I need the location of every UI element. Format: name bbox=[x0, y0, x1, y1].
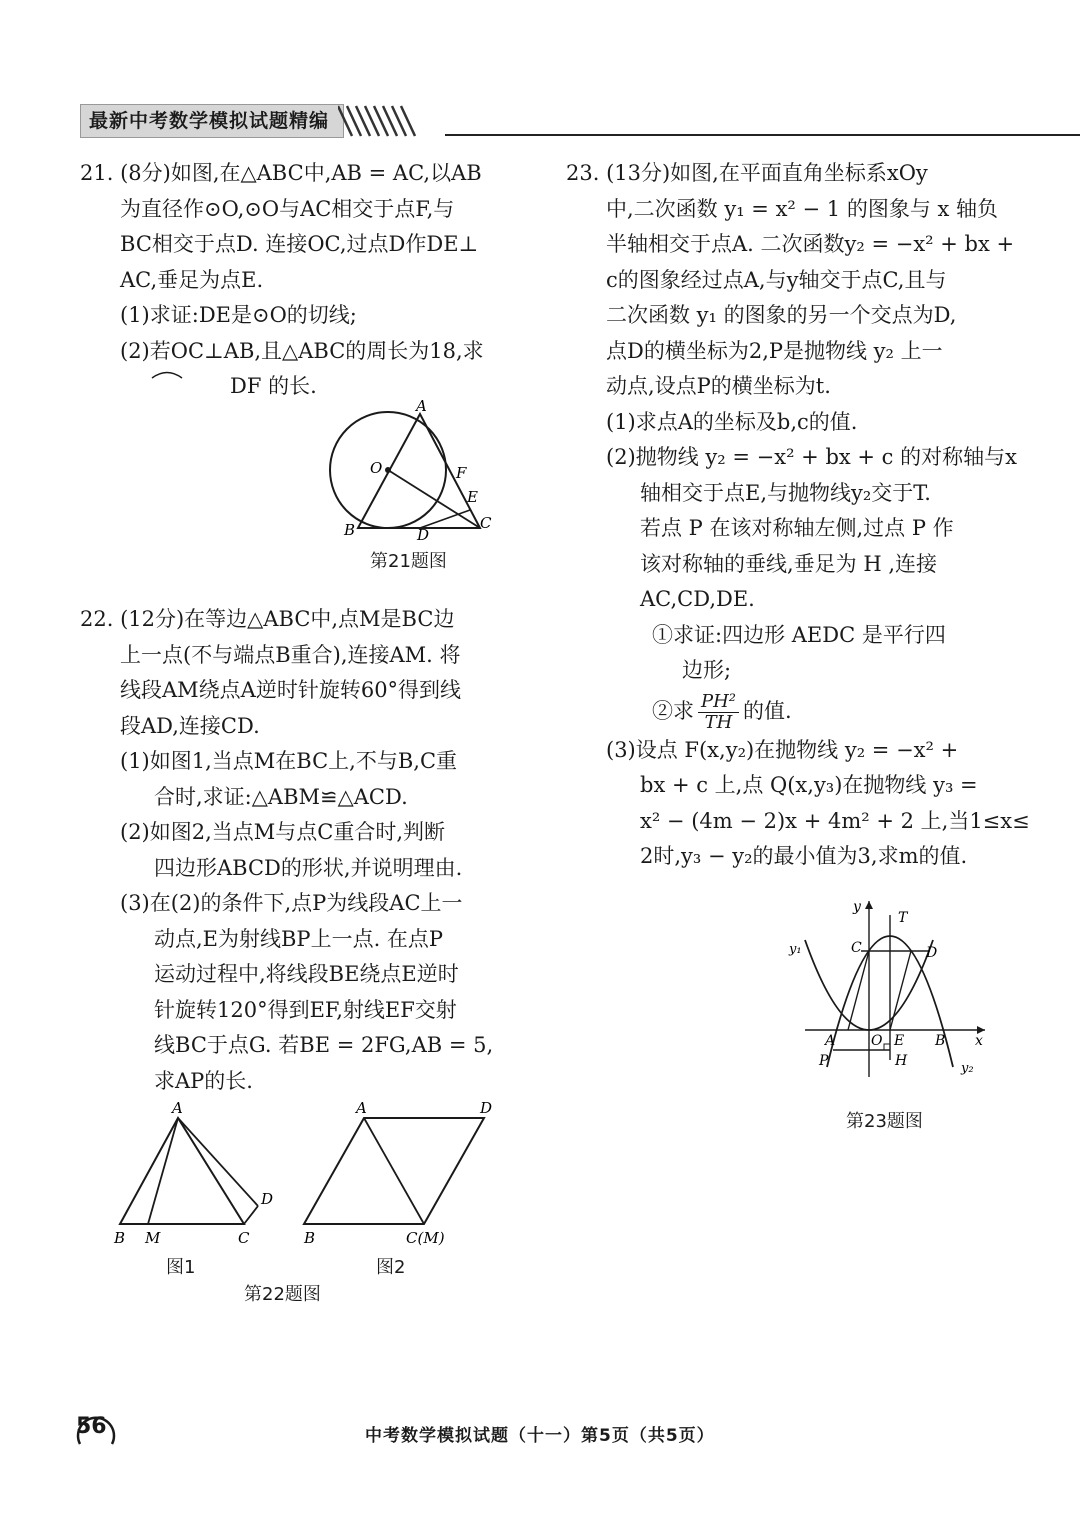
footer-text: 中考数学模拟试题（十一）第5页（共5页） bbox=[365, 1426, 715, 1446]
figure-22-1-caption: 图1 bbox=[166, 1257, 196, 1278]
q23-part: 该对称轴的垂线,垂足为 H ,连接 bbox=[640, 551, 938, 576]
q23-sub: ①求证:四边形 AEDC 是平行四 bbox=[652, 622, 946, 647]
q22-line: 上一点(不与端点B重合),连接AM. 将 bbox=[120, 642, 461, 667]
question-23 bbox=[566, 156, 1030, 875]
q21-part: DF 的长. bbox=[230, 374, 317, 398]
fig23-label: y₂ bbox=[961, 1061, 974, 1076]
header-title: 最新中考数学模拟试题精编 bbox=[80, 104, 344, 138]
q22-line: 22. (12分)在等边△ABC中,点M是BC边 bbox=[80, 607, 455, 631]
header-stripes bbox=[338, 104, 448, 138]
q21-part: (1)求证:DE是⊙O的切线; bbox=[120, 303, 357, 327]
q23-line: 点D的横坐标为2,P是抛物线 y₂ 上一 bbox=[606, 338, 943, 363]
figure-23-caption: 第23题图 bbox=[846, 1111, 923, 1132]
fig22-1-label: A bbox=[172, 1099, 183, 1117]
q21-arc-mark bbox=[150, 369, 184, 379]
fig22-1-label: M bbox=[145, 1229, 161, 1247]
q23-part: (1)求点A的坐标及b,c的值. bbox=[606, 409, 858, 434]
fig23-label: B bbox=[935, 1033, 946, 1049]
fig22-1-label: D bbox=[261, 1190, 274, 1208]
q22-part: 运动过程中,将线段BE绕点E逆时 bbox=[154, 962, 459, 986]
fraction-numerator: PH² bbox=[698, 692, 739, 713]
fig21-label: B bbox=[344, 521, 356, 539]
fig23-label: y₁ bbox=[789, 942, 802, 957]
fig23-label: D bbox=[926, 945, 938, 961]
page-number: 56 bbox=[76, 1414, 107, 1439]
header-rule bbox=[445, 134, 1080, 136]
q21-line: AC,垂足为点E. bbox=[120, 267, 264, 292]
fig22-1-label: B bbox=[114, 1229, 126, 1247]
q23-sub2-suffix: 的值. bbox=[743, 698, 792, 723]
fig23-label: T bbox=[898, 910, 908, 926]
q23-line: 半轴相交于点A. 二次函数y₂ = −x² + bx + bbox=[606, 232, 1015, 256]
q23-part3: bx + c 上,点 Q(x,y₃)在抛物线 y₃ = bbox=[640, 773, 978, 797]
figure-22-2-caption: 图2 bbox=[376, 1257, 406, 1278]
q21-line: 21. (8分)如图,在△ABC中,AB = AC,以AB bbox=[80, 161, 482, 185]
fig21-label: D bbox=[417, 526, 430, 544]
q22-line: 段AD,连接CD. bbox=[120, 713, 260, 738]
q23-part: (2)抛物线 y₂ = −x² + bx + c 的对称轴与x bbox=[606, 445, 1017, 469]
fig23-label: x bbox=[975, 1033, 983, 1049]
q21-line: 为直径作⊙O,⊙O与AC相交于点F,与 bbox=[120, 196, 455, 221]
q23-part: 若点 P 在该对称轴左侧,过点 P 作 bbox=[640, 516, 954, 540]
q21-part: (2)若OC⊥AB,且△ABC的周长为18,求 bbox=[120, 338, 484, 363]
figure-23 bbox=[785, 895, 995, 1085]
fig21-label: O bbox=[370, 459, 383, 477]
q23-part3: x² − (4m − 2)x + 4m² + 2 上,当1≤x≤ bbox=[640, 808, 1030, 833]
q22-part: 四边形ABCD的形状,并说明理由. bbox=[154, 855, 463, 880]
q22-line: 线段AM绕点A逆时针旋转60°得到线 bbox=[120, 678, 462, 702]
q23-sub: 边形; bbox=[682, 658, 732, 682]
fig21-label: F bbox=[456, 464, 467, 482]
q22-part: (2)如图2,当点M与点C重合时,判断 bbox=[120, 820, 446, 844]
q22-part: 合时,求证:△ABM≌△ACD. bbox=[154, 784, 408, 809]
q23-line: 二次函数 y₁ 的图象的另一个交点为D, bbox=[606, 303, 957, 327]
q22-part: 求AP的长. bbox=[154, 1068, 253, 1093]
figure-22-1 bbox=[108, 1096, 288, 1251]
q23-part3: (3)设点 F(x,y₂)在抛物线 y₂ = −x² + bbox=[606, 737, 959, 762]
q22-part: 针旋转120°得到EF,射线EF交射 bbox=[154, 997, 457, 1022]
page-header bbox=[80, 104, 1000, 138]
fraction bbox=[698, 692, 739, 733]
fig23-label: E bbox=[894, 1033, 905, 1049]
question-21 bbox=[80, 156, 484, 405]
fig23-label: A bbox=[825, 1033, 836, 1049]
fig22-2-label: B bbox=[304, 1229, 316, 1247]
q23-sub2-prefix: ②求 bbox=[652, 698, 694, 723]
fig22-2-label: D bbox=[480, 1099, 493, 1117]
fig23-label: y bbox=[853, 899, 861, 915]
fig22-2-label: C(M) bbox=[406, 1229, 445, 1247]
q23-line: c的图象经过点A,与y轴交于点C,且与 bbox=[606, 267, 947, 292]
figure-21-caption: 第21题图 bbox=[370, 551, 447, 572]
q23-part: AC,CD,DE. bbox=[640, 587, 755, 611]
fig21-label: C bbox=[480, 514, 492, 532]
fig23-label: H bbox=[895, 1053, 908, 1069]
figure-21 bbox=[320, 396, 520, 546]
fig22-1-label: C bbox=[238, 1229, 250, 1247]
q23-line: 中,二次函数 y₁ = x² − 1 的图象与 x 轴负 bbox=[606, 196, 999, 221]
fig21-label: E bbox=[467, 488, 478, 506]
q23-part: 轴相交于点E,与抛物线y₂交于T. bbox=[640, 480, 931, 505]
q22-part: 动点,E为射线BP上一点. 在点P bbox=[154, 926, 444, 951]
q23-line: 23. (13分)如图,在平面直角坐标系xOy bbox=[566, 161, 928, 185]
fig23-label: O bbox=[871, 1033, 883, 1049]
fraction-denominator: TH bbox=[704, 711, 733, 733]
q21-line: BC相交于点D. 连接OC,过点D作DE⊥ bbox=[120, 232, 479, 256]
fig21-label: A bbox=[416, 397, 427, 415]
fig22-2-label: A bbox=[356, 1099, 367, 1117]
q23-line: 动点,设点P的横坐标为t. bbox=[606, 374, 831, 398]
question-22 bbox=[80, 602, 493, 1099]
q23-part3: 2时,y₃ − y₂的最小值为3,求m的值. bbox=[640, 844, 968, 868]
q22-part: (1)如图1,当点M在BC上,不与B,C重 bbox=[120, 749, 458, 773]
q22-part: 线BC于点G. 若BE = 2FG,AB = 5, bbox=[154, 1033, 494, 1057]
figure-22-2 bbox=[296, 1096, 506, 1251]
q22-part: (3)在(2)的条件下,点P为线段AC上一 bbox=[120, 891, 463, 915]
figure-22-caption: 第22题图 bbox=[244, 1284, 321, 1305]
fig23-label: P bbox=[819, 1053, 829, 1069]
q23-sub-frac-line bbox=[566, 689, 1030, 733]
fig23-label: C bbox=[851, 940, 862, 956]
